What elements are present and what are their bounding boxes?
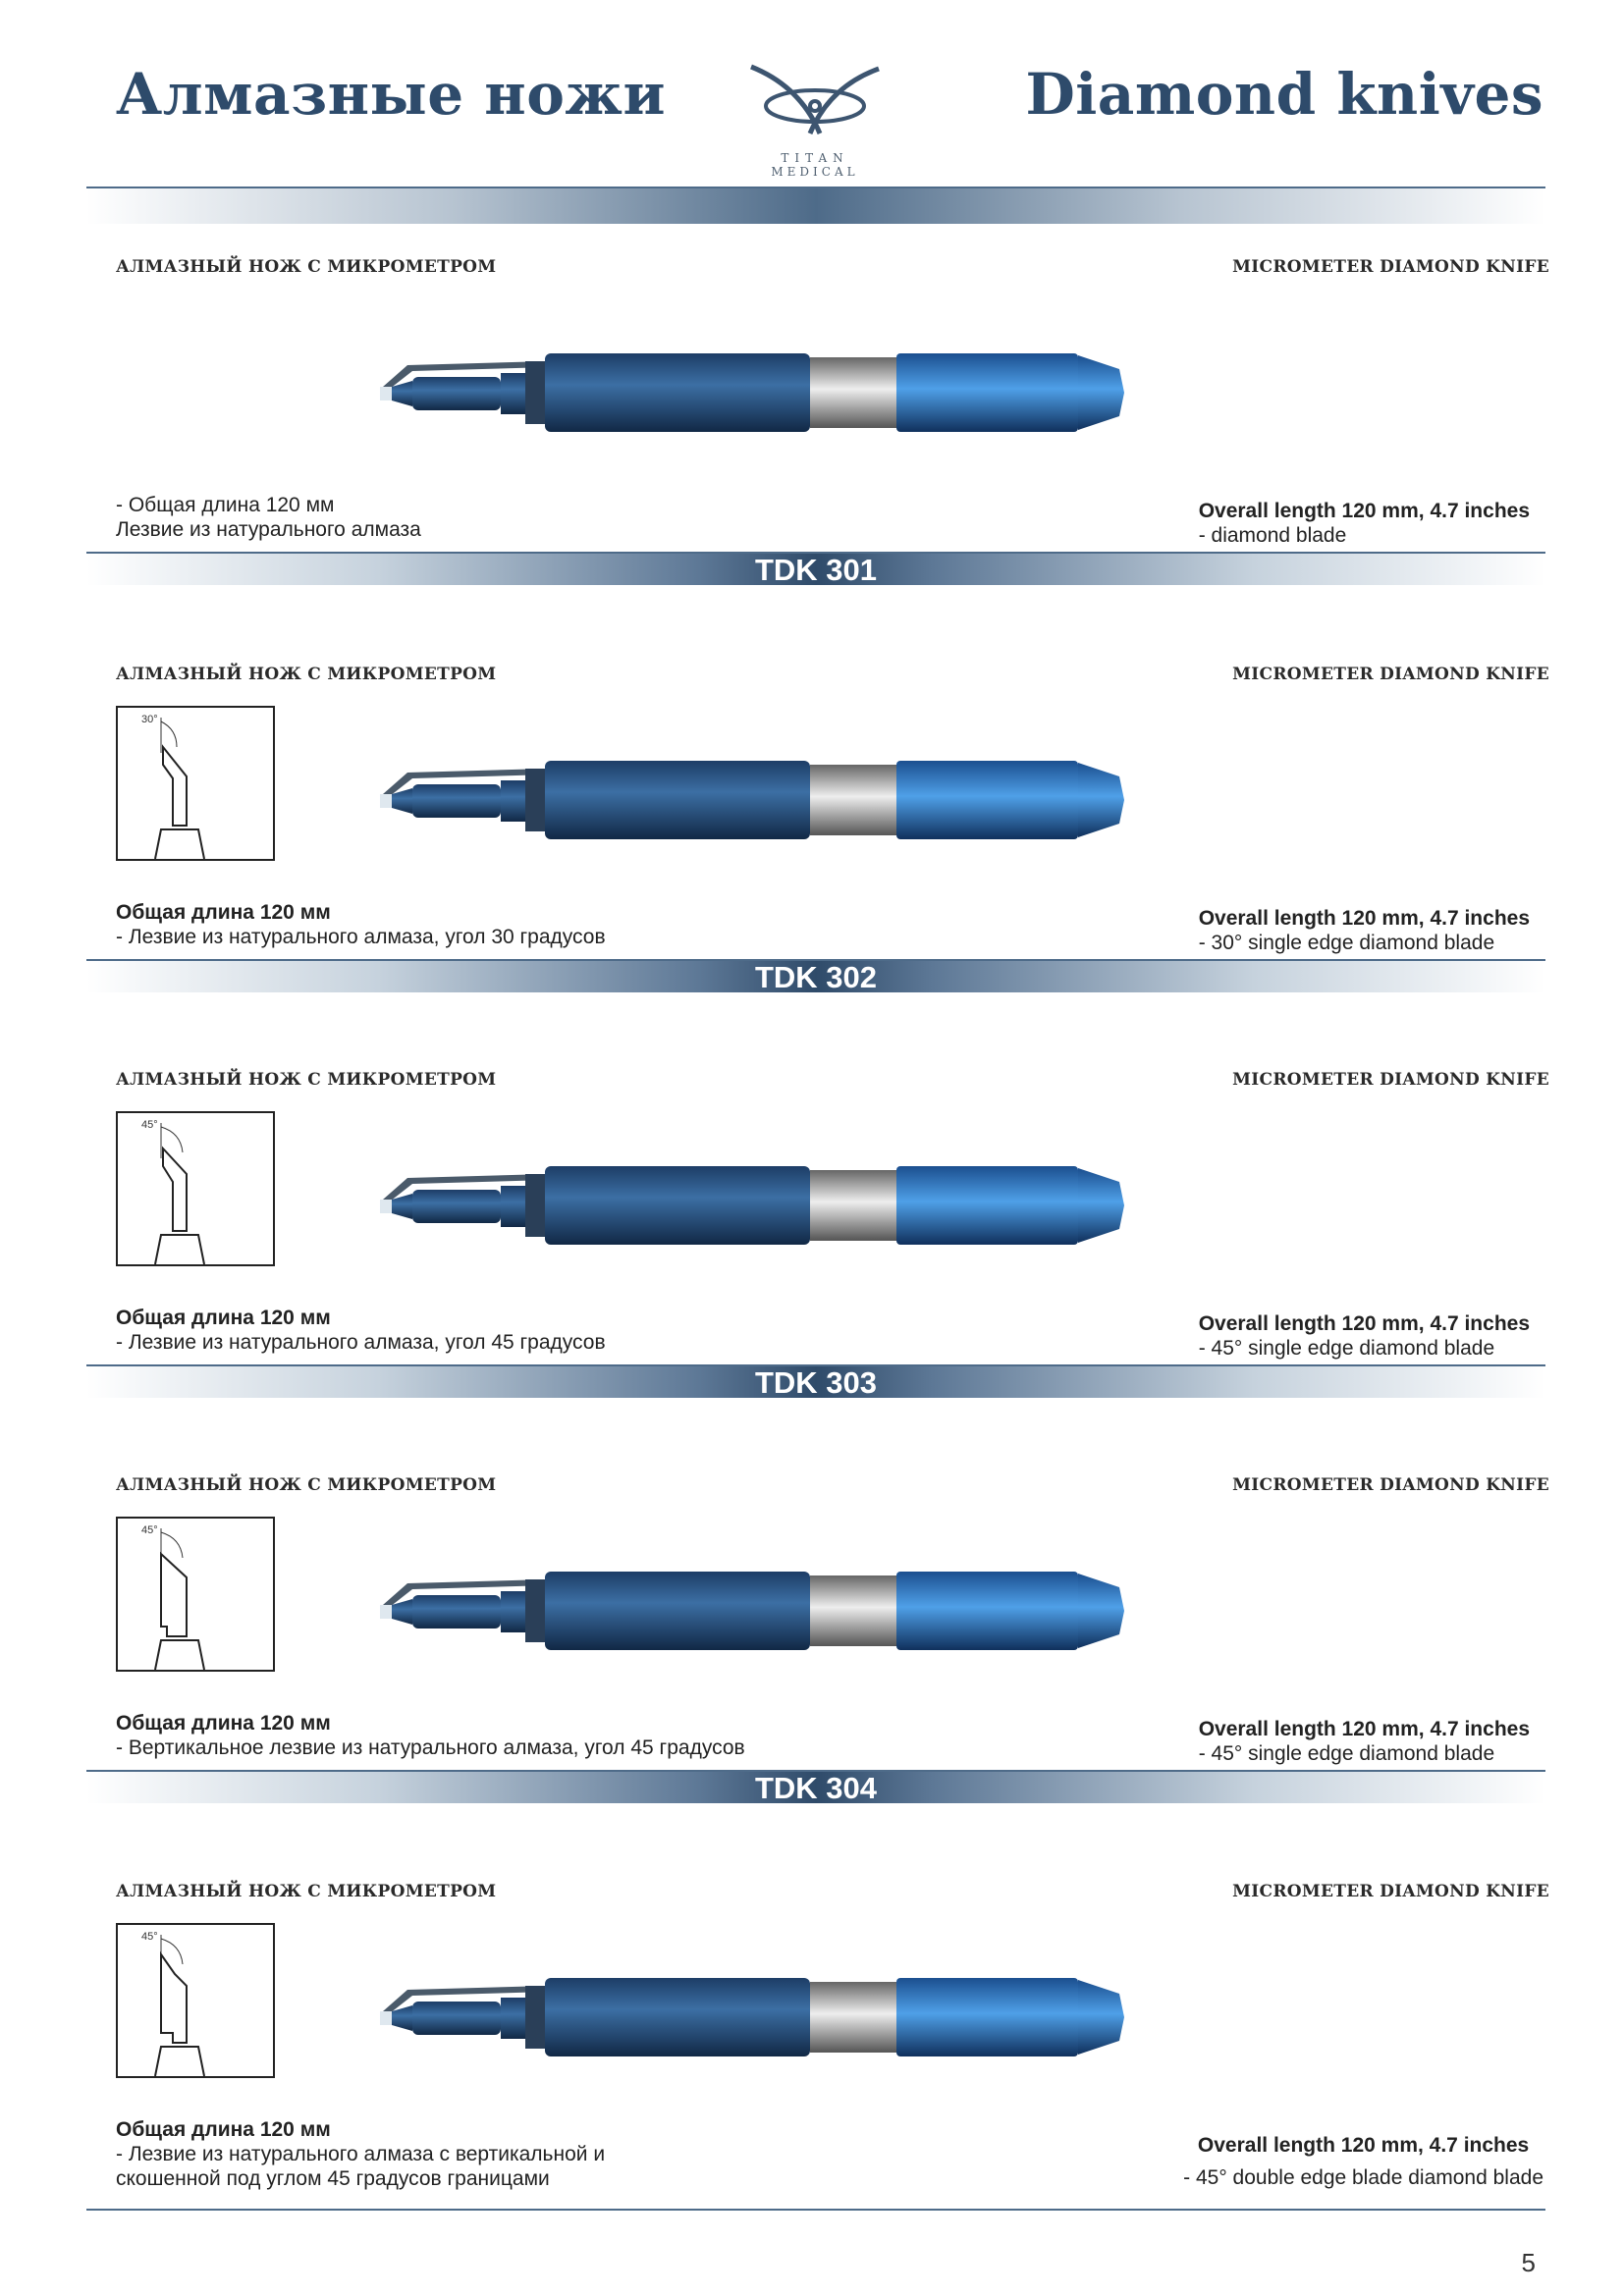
length-en: Overall length 120 mm, 4.7 inches <box>1198 1312 1530 1335</box>
angle-label: 30° <box>141 714 158 725</box>
length-en: Overall length 120 mm, 4.7 inches <box>1198 907 1530 930</box>
angle-label: 45° <box>141 1931 158 1943</box>
product-code: TDK 304 <box>754 1771 878 1805</box>
titan-medical-logo <box>741 57 889 180</box>
knife-image <box>378 1562 1326 1660</box>
logo-text-medical: MEDICAL <box>771 165 859 179</box>
description-ru <box>116 900 606 949</box>
length-ru: Общая длина 120 мм <box>116 1712 331 1735</box>
blade-en: - 45° single edge diamond blade <box>1198 1742 1495 1765</box>
blade-ru: - Лезвие из натурального алмаза, угол 45 градусов <box>116 1331 606 1354</box>
logo-text-titan: TITAN <box>781 151 849 165</box>
description-ru <box>116 2117 605 2191</box>
page-number: 5 <box>1521 2248 1536 2277</box>
length-ru: Общая длина 120 мм <box>116 2118 331 2141</box>
blade-en: - 45° double edge blade diamond blade <box>1183 2166 1543 2189</box>
blade-angle-diagram <box>116 1111 275 1266</box>
section-label-ru: АЛМАЗНЫЙ НОЖ С МИКРОМЕТРОМ <box>116 1070 497 1090</box>
product-section-3 <box>0 1070 1624 1474</box>
blade-ru: Лезвие из натурального алмаза <box>116 518 421 541</box>
knife-image <box>378 1156 1326 1255</box>
product-section-2 <box>0 665 1624 1069</box>
length-ru: Общая длина 120 мм <box>116 1307 331 1329</box>
section-label-en: MICROMETER DIAMOND KNIFE <box>1232 1070 1549 1090</box>
section-label-ru: АЛМАЗНЫЙ НОЖ С МИКРОМЕТРОМ <box>116 1882 497 1901</box>
length-ru: Общая длина 120 мм <box>116 901 331 924</box>
description-en <box>1199 1311 1530 1361</box>
description-ru <box>116 1306 606 1355</box>
product-section-4 <box>0 1475 1624 1880</box>
header-divider <box>86 187 1545 224</box>
blade-angle-diagram <box>116 1923 275 2078</box>
footer-divider <box>86 2209 1545 2211</box>
knife-image <box>378 344 1326 442</box>
blade-outline-icon <box>118 708 273 859</box>
product-code-bar <box>86 1770 1545 1803</box>
section-label-ru: АЛМАЗНЫЙ НОЖ С МИКРОМЕТРОМ <box>116 1475 497 1495</box>
length-en: Overall length 120 mm, 4.7 inches <box>1198 500 1530 522</box>
blade-outline-icon <box>118 1925 273 2076</box>
page-title-en: Diamond knives <box>1025 61 1543 128</box>
description-en <box>1199 499 1530 548</box>
section-label-en: MICROMETER DIAMOND KNIFE <box>1232 257 1549 277</box>
blade-ru: - Вертикальное лезвие из натурального алмаза, угол 45 градусов <box>116 1736 745 1759</box>
page-title-ru: Алмазные ножи <box>116 61 667 128</box>
description-en <box>1199 906 1530 955</box>
section-label-en: MICROMETER DIAMOND KNIFE <box>1232 1882 1549 1901</box>
description-en <box>1199 1717 1530 1766</box>
length-en: Overall length 120 mm, 4.7 inches <box>1198 1718 1530 1740</box>
section-label-en: MICROMETER DIAMOND KNIFE <box>1232 1475 1549 1495</box>
product-code-bar <box>86 1364 1545 1398</box>
blade-angle-diagram <box>116 706 275 861</box>
description-ru <box>116 493 421 542</box>
product-code-bar <box>86 552 1545 585</box>
length-en: Overall length 120 mm, 4.7 inches <box>1197 2134 1530 2157</box>
product-section-5 <box>0 1882 1624 2286</box>
blade-en: - 30° single edge diamond blade <box>1198 932 1495 954</box>
description-ru <box>116 1711 745 1760</box>
product-code: TDK 302 <box>754 960 878 994</box>
blade-ru: - Лезвие из натурального алмаза с вертикальной и <box>116 2143 606 2165</box>
section-label-en: MICROMETER DIAMOND KNIFE <box>1232 665 1549 684</box>
angle-label: 45° <box>141 1524 158 1536</box>
product-code: TDK 303 <box>754 1365 878 1400</box>
blade-outline-icon <box>118 1113 273 1264</box>
section-label-ru: АЛМАЗНЫЙ НОЖ С МИКРОМЕТРОМ <box>116 257 497 277</box>
blade-ru-continued: скошенной под углом 45 градусов границами <box>116 2167 550 2190</box>
angle-label: 45° <box>141 1119 158 1131</box>
product-section-1 <box>0 257 1624 662</box>
blade-ru: - Лезвие из натурального алмаза, угол 30 градусов <box>116 926 606 948</box>
description-en <box>1183 2133 1543 2190</box>
blade-outline-icon <box>118 1519 273 1670</box>
blade-en: - 45° single edge diamond blade <box>1198 1337 1495 1360</box>
logo-emblem-icon <box>741 57 889 150</box>
length-ru: - Общая длина 120 мм <box>116 494 335 516</box>
knife-image <box>378 751 1326 849</box>
blade-en: - diamond blade <box>1198 524 1347 547</box>
knife-image <box>378 1968 1326 2066</box>
section-label-ru: АЛМАЗНЫЙ НОЖ С МИКРОМЕТРОМ <box>116 665 497 684</box>
product-code: TDK 301 <box>754 553 878 587</box>
product-code-bar <box>86 959 1545 992</box>
blade-angle-diagram <box>116 1517 275 1672</box>
